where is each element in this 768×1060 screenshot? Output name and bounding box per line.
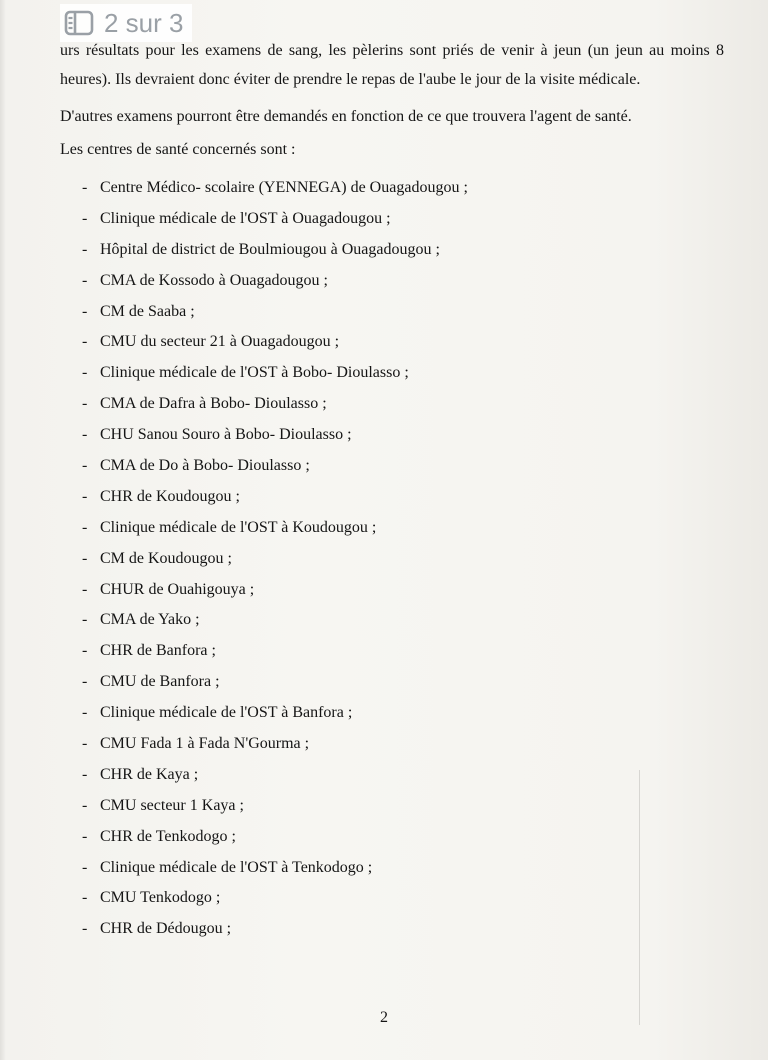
list-item — [60, 451, 724, 482]
list-item — [60, 266, 724, 297]
list-item — [60, 389, 724, 420]
list-item — [60, 605, 724, 636]
list-item — [60, 482, 724, 513]
list-item-text: CMU secteur 1 Kaya ; — [100, 796, 244, 814]
list-item-text: CHR de Kaya ; — [100, 765, 199, 783]
list-bullet: - — [82, 889, 88, 907]
document-body — [60, 36, 724, 945]
list-item — [60, 575, 724, 606]
list-bullet: - — [82, 580, 88, 598]
list-item-text: Clinique médicale de l'OST à Bobo- Dioulasso ; — [100, 364, 409, 382]
list-item — [60, 235, 724, 266]
list-bullet: - — [82, 179, 88, 196]
list-item-text: Clinique médicale de l'OST à Ouagadougou ; — [100, 209, 391, 227]
list-item-text: CMA de Kossodo à Ouagadougou ; — [100, 271, 328, 289]
list-item — [60, 729, 724, 760]
list-bullet: - — [82, 271, 88, 289]
list-item-text: CMA de Do à Bobo- Dioulasso ; — [100, 457, 310, 475]
list-bullet: - — [82, 827, 88, 845]
list-bullet: - — [82, 209, 88, 227]
list-item-text: CM de Koudougou ; — [100, 549, 232, 567]
list-item — [60, 822, 724, 853]
list-bullet: - — [82, 395, 88, 413]
list-item-text: CHR de Banfora ; — [100, 642, 216, 660]
list-bullet: - — [82, 673, 88, 691]
list-bullet: - — [82, 487, 88, 505]
list-item — [60, 204, 724, 235]
paragraph-other-exams: D'autres examens pourront être demandés en fonction de ce que trouvera l'agent de santé. — [60, 108, 632, 125]
list-item — [60, 358, 724, 389]
list-item-text: Clinique médicale de l'OST à Koudougou ; — [100, 518, 377, 536]
paragraph-centers-intro: Les centres de santé concernés sont : — [60, 141, 296, 158]
list-bullet: - — [82, 735, 88, 753]
page-edge-shadow — [0, 0, 6, 1060]
list-bullet: - — [82, 796, 88, 814]
list-bullet: - — [82, 920, 88, 938]
list-item — [60, 420, 724, 451]
list-item — [60, 636, 724, 667]
list-bullet: - — [82, 611, 88, 629]
list-item-text: CMU Tenkodogo ; — [100, 889, 221, 907]
health-centers-list — [60, 173, 724, 945]
list-item — [60, 853, 724, 884]
list-item — [60, 544, 724, 575]
list-item-text: CHU Sanou Souro à Bobo- Dioulasso ; — [100, 426, 352, 444]
list-item — [60, 883, 724, 914]
list-item-text: CMU de Banfora ; — [100, 673, 220, 691]
list-bullet: - — [82, 457, 88, 475]
list-item — [60, 698, 724, 729]
page-number: 2 — [380, 1009, 388, 1026]
list-bullet: - — [82, 518, 88, 536]
list-bullet: - — [82, 426, 88, 444]
list-bullet: - — [82, 240, 88, 258]
list-item — [60, 791, 724, 822]
page-indicator-text: 2 sur 3 — [104, 7, 184, 38]
list-item-text: Hôpital de district de Boulmiougou à Ouagadougou ; — [100, 240, 440, 258]
list-item — [60, 297, 724, 328]
list-item-text: CHR de Dédougou ; — [100, 920, 232, 938]
sidebar-icon[interactable] — [64, 10, 94, 36]
list-item-text: CMA de Yako ; — [100, 611, 200, 629]
list-item — [60, 760, 724, 791]
list-item — [60, 914, 724, 945]
list-item-text: Clinique médicale de l'OST à Tenkodogo ; — [100, 858, 373, 876]
list-item — [60, 513, 724, 544]
page-indicator-badge[interactable] — [60, 4, 192, 42]
list-bullet: - — [82, 704, 88, 722]
list-item — [60, 173, 724, 204]
list-item — [60, 667, 724, 698]
list-item-text: CHUR de Ouahigouya ; — [100, 580, 255, 598]
paragraph-fasting-instructions: urs résultats pour les examens de sang, les pèlerins sont priés de venir à jeun (un jeun au moins 8 heures). Ils devraient donc éviter de prendre le repas de l'aube le jour de la visite médicale. — [60, 42, 724, 88]
list-item-text: Clinique médicale de l'OST à Banfora ; — [100, 704, 353, 722]
list-bullet: - — [82, 333, 88, 351]
list-item-text: Centre Médico- scolaire (YENNEGA) de Ouagadougou ; — [100, 179, 468, 196]
list-item-text: CM de Saaba ; — [100, 302, 195, 320]
list-item-text: CHR de Tenkodogo ; — [100, 827, 236, 845]
list-bullet: - — [82, 765, 88, 783]
list-bullet: - — [82, 549, 88, 567]
list-item-text: CMU du secteur 21 à Ouagadougou ; — [100, 333, 340, 351]
list-item — [60, 327, 724, 358]
list-bullet: - — [82, 364, 88, 382]
list-bullet: - — [82, 642, 88, 660]
list-bullet: - — [82, 858, 88, 876]
list-item-text: CHR de Koudougou ; — [100, 487, 240, 505]
list-item-text: CMU Fada 1 à Fada N'Gourma ; — [100, 735, 310, 753]
list-bullet: - — [82, 302, 88, 320]
list-item-text: CMA de Dafra à Bobo- Dioulasso ; — [100, 395, 327, 413]
